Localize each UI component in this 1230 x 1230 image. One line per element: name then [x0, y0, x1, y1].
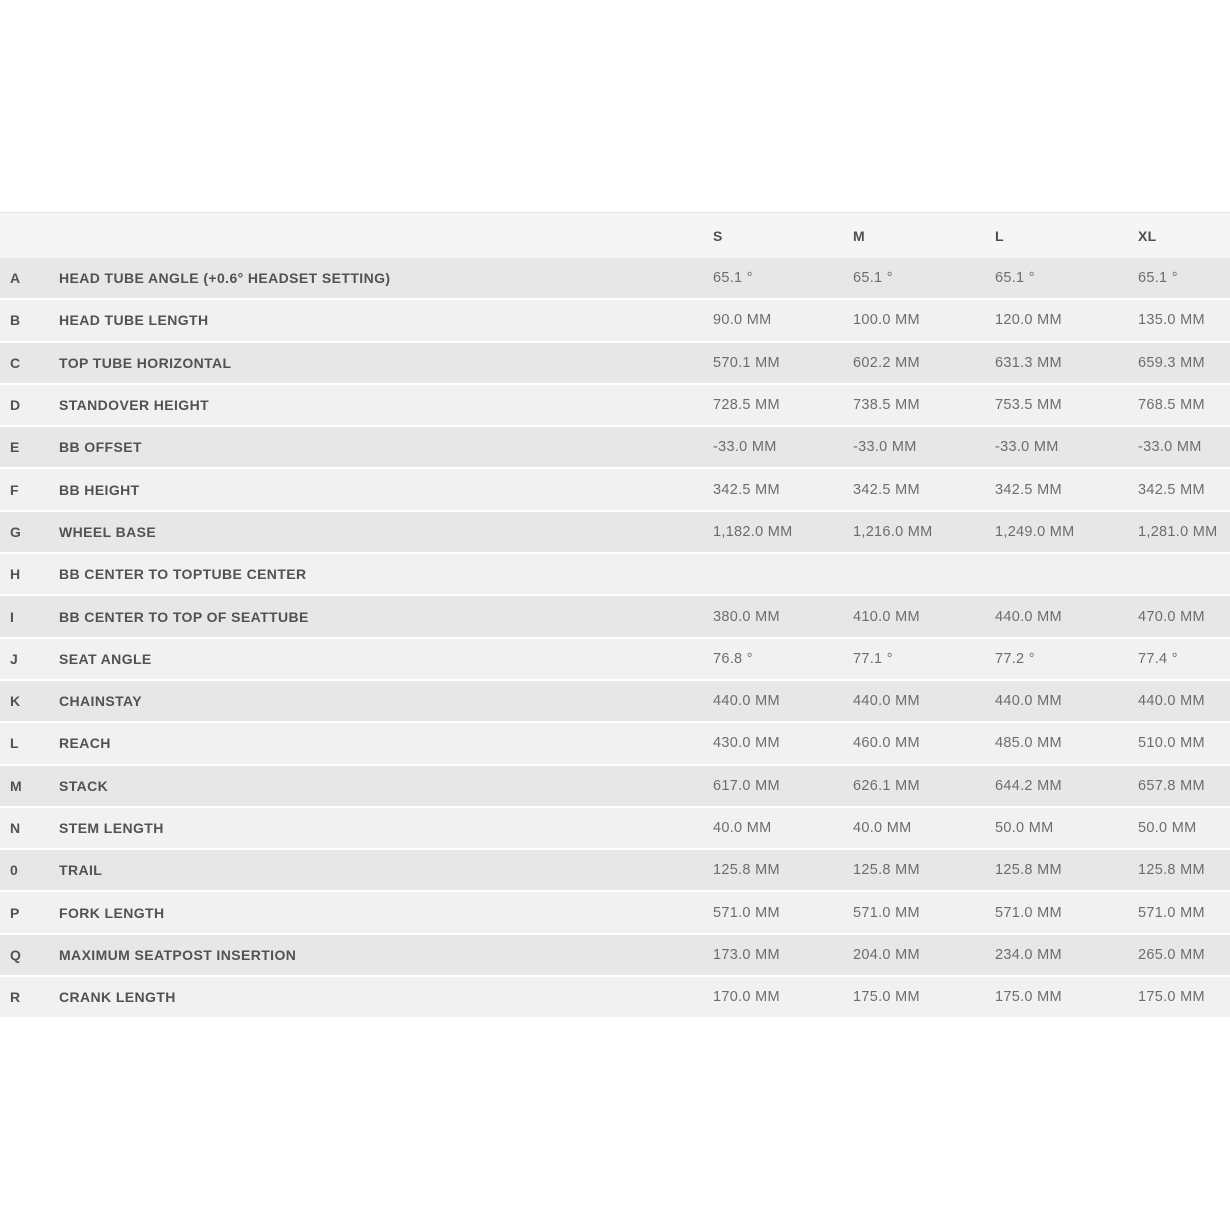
row-value-m: 40.0 MM: [853, 820, 912, 836]
row-value-m: 738.5 MM: [853, 397, 920, 414]
row-value-xl: 470.0 MM: [1138, 608, 1205, 625]
row-value-s: 728.5 MM: [713, 397, 780, 414]
row-value-l: 485.0 MM: [995, 735, 1062, 752]
row-letter: Q: [10, 946, 22, 963]
row-value-m: 571.0 MM: [853, 904, 920, 921]
geometry-table-body: [0, 258, 1230, 1019]
row-value-m: 460.0 MM: [853, 735, 920, 752]
row-value-l: 120.0 MM: [995, 312, 1062, 329]
row-value-m: 626.1 MM: [853, 777, 920, 794]
row-value-xl: 657.8 MM: [1138, 777, 1205, 794]
row-value-s: 440.0 MM: [713, 693, 780, 710]
table-row: [0, 723, 1230, 765]
row-value-l: 1,249.0 MM: [995, 523, 1075, 540]
row-label: SEAT ANGLE: [59, 650, 152, 667]
row-value-xl: 659.3 MM: [1138, 354, 1205, 371]
row-value-xl: 135.0 MM: [1138, 312, 1205, 329]
table-row: [0, 850, 1230, 892]
row-value-m: 175.0 MM: [853, 989, 920, 1006]
table-row: [0, 258, 1230, 300]
row-value-l: 644.2 MM: [995, 777, 1062, 794]
row-value-l: 631.3 MM: [995, 354, 1062, 371]
table-row: [0, 469, 1230, 511]
row-value-l: -33.0 MM: [995, 439, 1059, 456]
row-label: CRANK LENGTH: [59, 989, 176, 1006]
row-value-s: 170.0 MM: [713, 989, 780, 1006]
row-letter: R: [10, 989, 21, 1006]
row-letter: I: [10, 608, 15, 625]
table-row: [0, 766, 1230, 808]
row-value-m: 77.1 °: [853, 650, 893, 667]
table-row: [0, 639, 1230, 681]
row-letter: F: [10, 481, 19, 498]
row-value-m: 602.2 MM: [853, 354, 920, 371]
row-value-xl: 342.5 MM: [1138, 481, 1205, 498]
row-value-s: -33.0 MM: [713, 439, 777, 456]
row-label: HEAD TUBE ANGLE (+0.6° HEADSET SETTING): [59, 270, 391, 287]
row-value-l: 571.0 MM: [995, 904, 1062, 921]
row-label: WHEEL BASE: [59, 523, 157, 540]
row-value-l: 342.5 MM: [995, 481, 1062, 498]
row-value-xl: 1,281.0 MM: [1138, 523, 1218, 540]
row-label: MAXIMUM SEATPOST INSERTION: [59, 946, 297, 963]
row-label: STEM LENGTH: [59, 820, 164, 836]
row-value-s: 617.0 MM: [713, 777, 780, 794]
row-value-s: 430.0 MM: [713, 735, 780, 752]
row-value-l: 234.0 MM: [995, 946, 1062, 963]
row-value-m: 100.0 MM: [853, 312, 920, 329]
row-label: CHAINSTAY: [59, 693, 142, 710]
row-label: TOP TUBE HORIZONTAL: [59, 354, 232, 371]
row-value-l: 440.0 MM: [995, 693, 1062, 710]
row-value-l: 175.0 MM: [995, 989, 1062, 1006]
row-value-m: 65.1 °: [853, 270, 893, 287]
row-letter: P: [10, 904, 20, 921]
row-letter: B: [10, 312, 21, 329]
row-label: TRAIL: [59, 862, 103, 879]
row-value-xl: 571.0 MM: [1138, 904, 1205, 921]
table-row: [0, 596, 1230, 638]
row-value-m: 410.0 MM: [853, 608, 920, 625]
table-row: [0, 808, 1230, 850]
row-label: STANDOVER HEIGHT: [59, 397, 210, 414]
size-header-l: L: [995, 227, 1004, 244]
row-value-s: 40.0 MM: [713, 820, 772, 836]
row-value-m: 342.5 MM: [853, 481, 920, 498]
row-label: REACH: [59, 735, 111, 752]
row-value-s: 380.0 MM: [713, 608, 780, 625]
row-value-l: 65.1 °: [995, 270, 1035, 287]
row-value-xl: 175.0 MM: [1138, 989, 1205, 1006]
table-row: [0, 892, 1230, 934]
row-value-s: 570.1 MM: [713, 354, 780, 371]
row-value-s: 342.5 MM: [713, 481, 780, 498]
row-label: BB CENTER TO TOPTUBE CENTER: [59, 566, 307, 583]
row-label: STACK: [59, 777, 109, 794]
row-value-xl: 440.0 MM: [1138, 693, 1205, 710]
row-value-m: 125.8 MM: [853, 862, 920, 879]
row-value-s: 571.0 MM: [713, 904, 780, 921]
row-value-l: 50.0 MM: [995, 820, 1054, 836]
row-letter: L: [10, 735, 19, 752]
row-value-xl: 65.1 °: [1138, 270, 1178, 287]
row-value-xl: 77.4 °: [1138, 650, 1178, 667]
row-value-xl: 768.5 MM: [1138, 397, 1205, 414]
row-letter: J: [10, 650, 19, 667]
row-value-s: 90.0 MM: [713, 312, 772, 329]
size-header-s: S: [713, 227, 723, 244]
row-value-l: 753.5 MM: [995, 397, 1062, 414]
row-value-s: 76.8 °: [713, 650, 753, 667]
row-letter: E: [10, 439, 20, 456]
row-value-m: 1,216.0 MM: [853, 523, 933, 540]
row-letter: M: [10, 777, 23, 794]
row-letter: C: [10, 354, 21, 371]
row-value-s: 125.8 MM: [713, 862, 780, 879]
row-value-xl: -33.0 MM: [1138, 439, 1202, 456]
row-letter: N: [10, 820, 21, 836]
row-value-s: 65.1 °: [713, 270, 753, 287]
row-value-xl: 125.8 MM: [1138, 862, 1205, 879]
row-letter: 0: [10, 862, 19, 879]
row-letter: H: [10, 566, 21, 583]
row-value-xl: 510.0 MM: [1138, 735, 1205, 752]
table-row: [0, 385, 1230, 427]
row-letter: K: [10, 693, 21, 710]
table-row: [0, 681, 1230, 723]
table-row: [0, 512, 1230, 554]
row-value-m: 440.0 MM: [853, 693, 920, 710]
row-value-m: -33.0 MM: [853, 439, 917, 456]
geometry-table-header: [0, 213, 1230, 258]
row-letter: D: [10, 397, 21, 414]
row-value-l: 125.8 MM: [995, 862, 1062, 879]
geometry-table: [0, 212, 1230, 1019]
row-value-m: 204.0 MM: [853, 946, 920, 963]
row-value-s: 1,182.0 MM: [713, 523, 793, 540]
row-value-xl: 50.0 MM: [1138, 820, 1197, 836]
row-letter: G: [10, 523, 22, 540]
row-value-xl: 265.0 MM: [1138, 946, 1205, 963]
row-letter: A: [10, 270, 21, 287]
size-header-xl: XL: [1138, 227, 1157, 244]
row-label: BB OFFSET: [59, 439, 142, 456]
table-row: [0, 977, 1230, 1019]
row-label: BB HEIGHT: [59, 481, 140, 498]
row-label: HEAD TUBE LENGTH: [59, 312, 209, 329]
table-row: [0, 343, 1230, 385]
row-value-s: 173.0 MM: [713, 946, 780, 963]
table-row: [0, 427, 1230, 469]
table-row: [0, 935, 1230, 977]
row-label: FORK LENGTH: [59, 904, 165, 921]
table-row: [0, 554, 1230, 596]
row-value-l: 440.0 MM: [995, 608, 1062, 625]
row-label: BB CENTER TO TOP OF SEATTUBE: [59, 608, 309, 625]
size-header-m: M: [853, 227, 865, 244]
table-row: [0, 300, 1230, 342]
row-value-l: 77.2 °: [995, 650, 1035, 667]
